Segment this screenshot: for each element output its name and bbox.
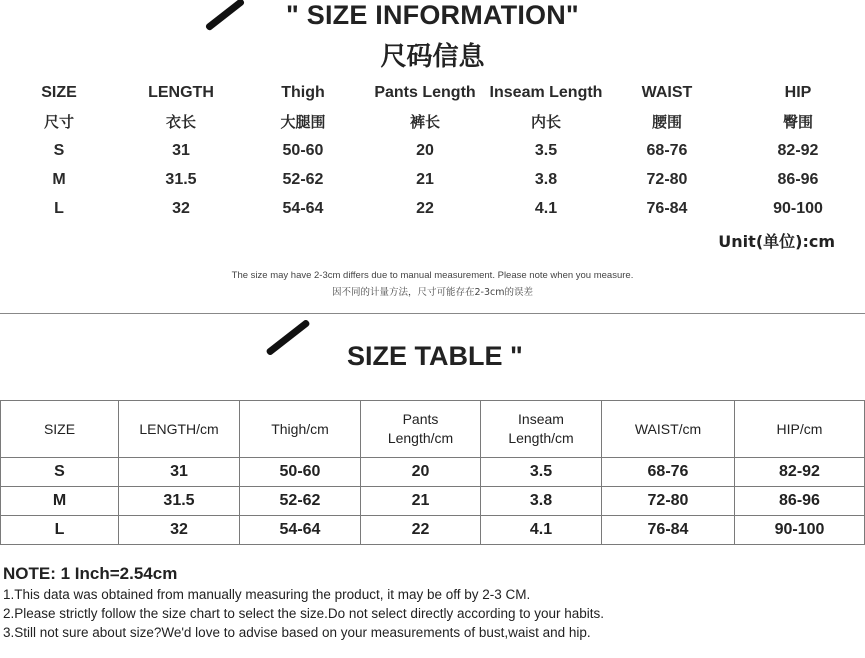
header-line-2: Length/cm bbox=[387, 430, 454, 446]
table-row bbox=[0, 196, 865, 226]
cell-hip: 86-96 bbox=[777, 171, 819, 188]
cell-hip: 90-100 bbox=[773, 200, 823, 217]
column-header-inseam: Inseam Length bbox=[489, 84, 603, 101]
column-header-pants-length-cn: 裤长 bbox=[409, 113, 440, 131]
table-row bbox=[1, 516, 865, 545]
size-information-title-cn: 尺码信息 bbox=[380, 42, 485, 72]
cell-pants-length: 21 bbox=[416, 171, 434, 188]
header-row-cn bbox=[0, 109, 865, 139]
cell-size: S bbox=[1, 458, 119, 487]
column-header-length bbox=[119, 401, 240, 458]
cell-thigh: 54-64 bbox=[282, 200, 324, 217]
note-line-3: 3.Still not sure about size?We'd love to advise based on your measurements of bust,waist and hip. bbox=[3, 625, 591, 640]
column-header-size bbox=[1, 401, 119, 458]
table-row bbox=[1, 487, 865, 516]
header-line-2: Length/cm bbox=[508, 430, 574, 446]
column-header-thigh: Thigh bbox=[281, 84, 325, 101]
column-header-waist: WAIST bbox=[641, 84, 693, 101]
header-line-1: Pants bbox=[402, 411, 439, 427]
table-row bbox=[0, 138, 865, 168]
decorative-slash-middle bbox=[265, 319, 310, 357]
cell-hip: 90-100 bbox=[735, 516, 865, 545]
cell-inseam-length: 3.8 bbox=[481, 487, 602, 516]
column-header-waist-cn: 腰围 bbox=[651, 113, 682, 131]
cell-pants-length: 22 bbox=[416, 200, 434, 217]
cell-length: 31.5 bbox=[165, 171, 197, 188]
cell-waist: 76-84 bbox=[646, 200, 688, 217]
cell-inseam: 3.8 bbox=[534, 171, 558, 188]
table-header-row bbox=[1, 401, 865, 458]
cell-inseam: 3.5 bbox=[534, 142, 558, 159]
cell-length: 31 bbox=[172, 142, 190, 159]
cell-hip: 86-96 bbox=[735, 487, 865, 516]
column-header-hip bbox=[735, 401, 865, 458]
cell-pants-length: 22 bbox=[361, 516, 481, 545]
header-line-1: Inseam bbox=[518, 411, 564, 427]
cell-hip: 82-92 bbox=[777, 142, 819, 159]
column-header-length: LENGTH bbox=[148, 84, 214, 101]
cell-waist: 68-76 bbox=[602, 458, 735, 487]
column-header-pants-length: Pants Length bbox=[374, 84, 476, 101]
cell-size: M bbox=[1, 487, 119, 516]
disclaimer-en: The size may have 2-3cm differs due to manual measurement. Please note when you measure. bbox=[231, 270, 634, 281]
cell-thigh: 54-64 bbox=[240, 516, 361, 545]
size-table-title: SIZE TABLE " bbox=[347, 341, 523, 371]
cell-waist: 76-84 bbox=[602, 516, 735, 545]
header-line-1: WAIST/cm bbox=[634, 420, 702, 437]
note-line-1: 1.This data was obtained from manually measuring the product, it may be off by 2-3 CM. bbox=[3, 587, 531, 602]
cell-size: S bbox=[53, 142, 65, 159]
column-header-hip: HIP bbox=[784, 84, 812, 101]
column-header-size: SIZE bbox=[41, 84, 77, 101]
column-header-inseam-length bbox=[481, 401, 602, 458]
cell-size: M bbox=[52, 171, 66, 188]
table-row bbox=[0, 167, 865, 197]
unit-label: Unit(单位):cm bbox=[718, 232, 835, 251]
cell-pants-length: 20 bbox=[416, 142, 434, 159]
cell-waist: 72-80 bbox=[646, 171, 688, 188]
note-line-2: 2.Please strictly follow the size chart to select the size.Do not select directly according to your habits. bbox=[3, 606, 605, 621]
column-header-size-cn: 尺寸 bbox=[43, 113, 74, 131]
cell-pants-length: 20 bbox=[361, 458, 481, 487]
section-divider bbox=[0, 313, 865, 314]
cell-length: 31.5 bbox=[119, 487, 240, 516]
cell-size: L bbox=[54, 200, 64, 217]
column-header-hip-cn: 臀围 bbox=[782, 113, 813, 131]
cell-length: 32 bbox=[119, 516, 240, 545]
cell-hip: 82-92 bbox=[735, 458, 865, 487]
disclaimer-cn: 因不同的计量方法，尺寸可能存在2-3cm的误差 bbox=[332, 287, 533, 298]
cell-thigh: 50-60 bbox=[282, 142, 324, 159]
column-header-waist bbox=[602, 401, 735, 458]
cell-length: 31 bbox=[119, 458, 240, 487]
cell-thigh: 52-62 bbox=[282, 171, 324, 188]
column-header-inseam-cn: 内长 bbox=[530, 113, 561, 131]
note-title: NOTE: 1 Inch=2.54cm bbox=[3, 564, 178, 583]
column-header-thigh bbox=[240, 401, 361, 458]
size-table bbox=[0, 400, 865, 545]
cell-inseam: 4.1 bbox=[534, 200, 558, 217]
size-information-title: " SIZE INFORMATION" bbox=[286, 0, 579, 30]
column-header-thigh-cn: 大腿围 bbox=[280, 113, 326, 131]
cell-thigh: 50-60 bbox=[240, 458, 361, 487]
cell-inseam-length: 4.1 bbox=[481, 516, 602, 545]
header-line-1: SIZE bbox=[43, 420, 76, 437]
cell-waist: 72-80 bbox=[602, 487, 735, 516]
cell-length: 32 bbox=[172, 200, 190, 217]
header-row-en bbox=[0, 80, 865, 110]
cell-size: L bbox=[1, 516, 119, 545]
cell-waist: 68-76 bbox=[646, 142, 688, 159]
cell-thigh: 52-62 bbox=[240, 487, 361, 516]
column-header-length-cn: 衣长 bbox=[165, 113, 196, 131]
cell-pants-length: 21 bbox=[361, 487, 481, 516]
header-line-1: HIP/cm bbox=[776, 420, 823, 437]
table-row bbox=[1, 458, 865, 487]
cell-inseam-length: 3.5 bbox=[481, 458, 602, 487]
header-line-1: LENGTH/cm bbox=[139, 420, 219, 437]
column-header-pants-length bbox=[361, 401, 481, 458]
header-line-1: Thigh/cm bbox=[271, 420, 329, 437]
